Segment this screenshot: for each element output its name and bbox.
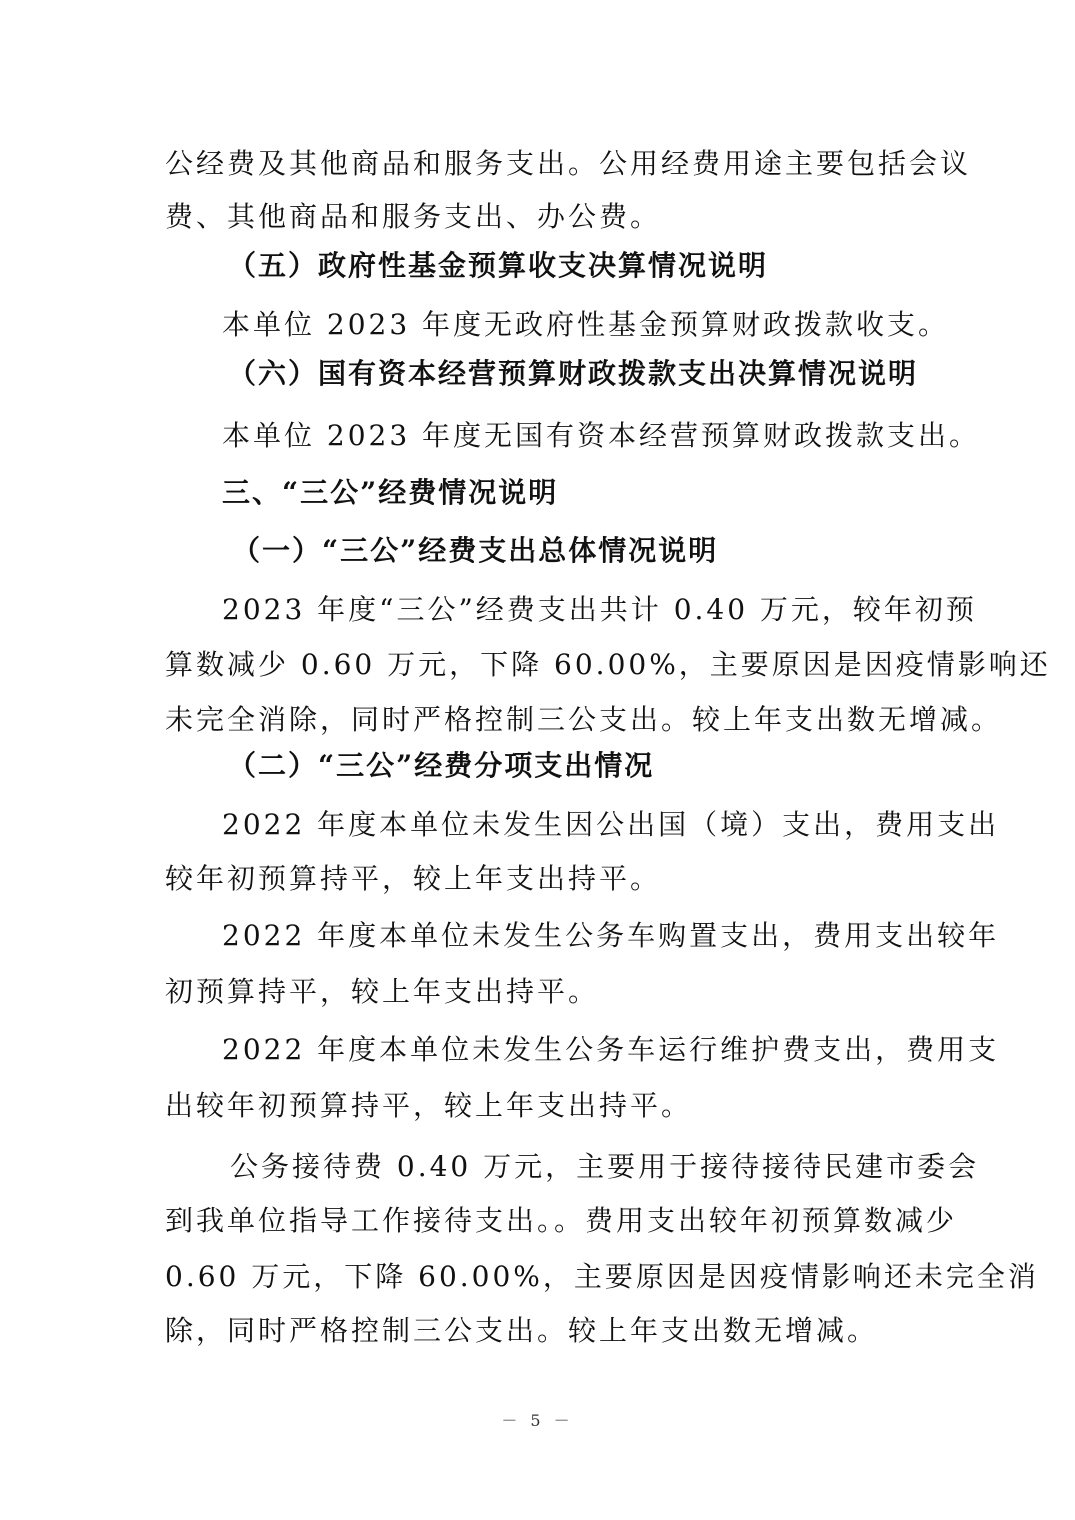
body-text-line: 除，同时严格控制三公支出。较上年支出数无增减。 (165, 1314, 879, 1347)
chapter-heading-3: 三、“三公”经费情况说明 (222, 476, 559, 509)
body-text-line: 2022 年度本单位未发生因公出国（境）支出，费用支出 (222, 808, 1000, 841)
body-text-line: 2022 年度本单位未发生公务车购置支出，费用支出较年 (222, 919, 1000, 952)
section-heading-2: （二）“三公”经费分项支出情况 (228, 749, 655, 782)
body-text-line: 本单位 2023 年度无政府性基金预算财政拨款收支。 (222, 308, 950, 341)
body-text-line: 未完全消除，同时严格控制三公支出。较上年支出数无增减。 (165, 703, 1003, 736)
body-text-line: 本单位 2023 年度无国有资本经营预算财政拨款支出。 (222, 419, 981, 452)
body-text-line: 2023 年度“三公”经费支出共计 0.40 万元，较年初预 (222, 593, 977, 626)
section-heading-1: （一）“三公”经费支出总体情况说明 (232, 534, 719, 567)
body-text-line: 2022 年度本单位未发生公务车运行维护费支出，费用支 (222, 1033, 1000, 1066)
body-text-line: 公经费及其他商品和服务支出。公用经费用途主要包括会议 (165, 147, 972, 180)
body-text-line: 0.60 万元，下降 60.00%，主要原因是因疫情影响还未完全消 (165, 1260, 1039, 1293)
body-text-line: 出较年初预算持平，较上年支出持平。 (165, 1089, 693, 1122)
body-text-line: 较年初预算持平，较上年支出持平。 (165, 862, 662, 895)
body-text-line: 算数减少 0.60 万元，下降 60.00%，主要原因是因疫情影响还 (165, 648, 1051, 681)
page-number: － 5 － (501, 1411, 574, 1430)
body-text-line: 到我单位指导工作接待支出。。费用支出较年初预算数减少 (165, 1204, 958, 1237)
body-text-line: 初预算持平，较上年支出持平。 (165, 975, 600, 1008)
section-heading-6: （六）国有资本经营预算财政拨款支出决算情况说明 (228, 357, 919, 390)
body-text-line: 费、其他商品和服务支出、办公费。 (165, 200, 662, 233)
section-heading-5: （五）政府性基金预算收支决算情况说明 (228, 249, 769, 282)
body-text-line: 公务接待费 0.40 万元，主要用于接待接待民建市委会 (230, 1150, 980, 1183)
